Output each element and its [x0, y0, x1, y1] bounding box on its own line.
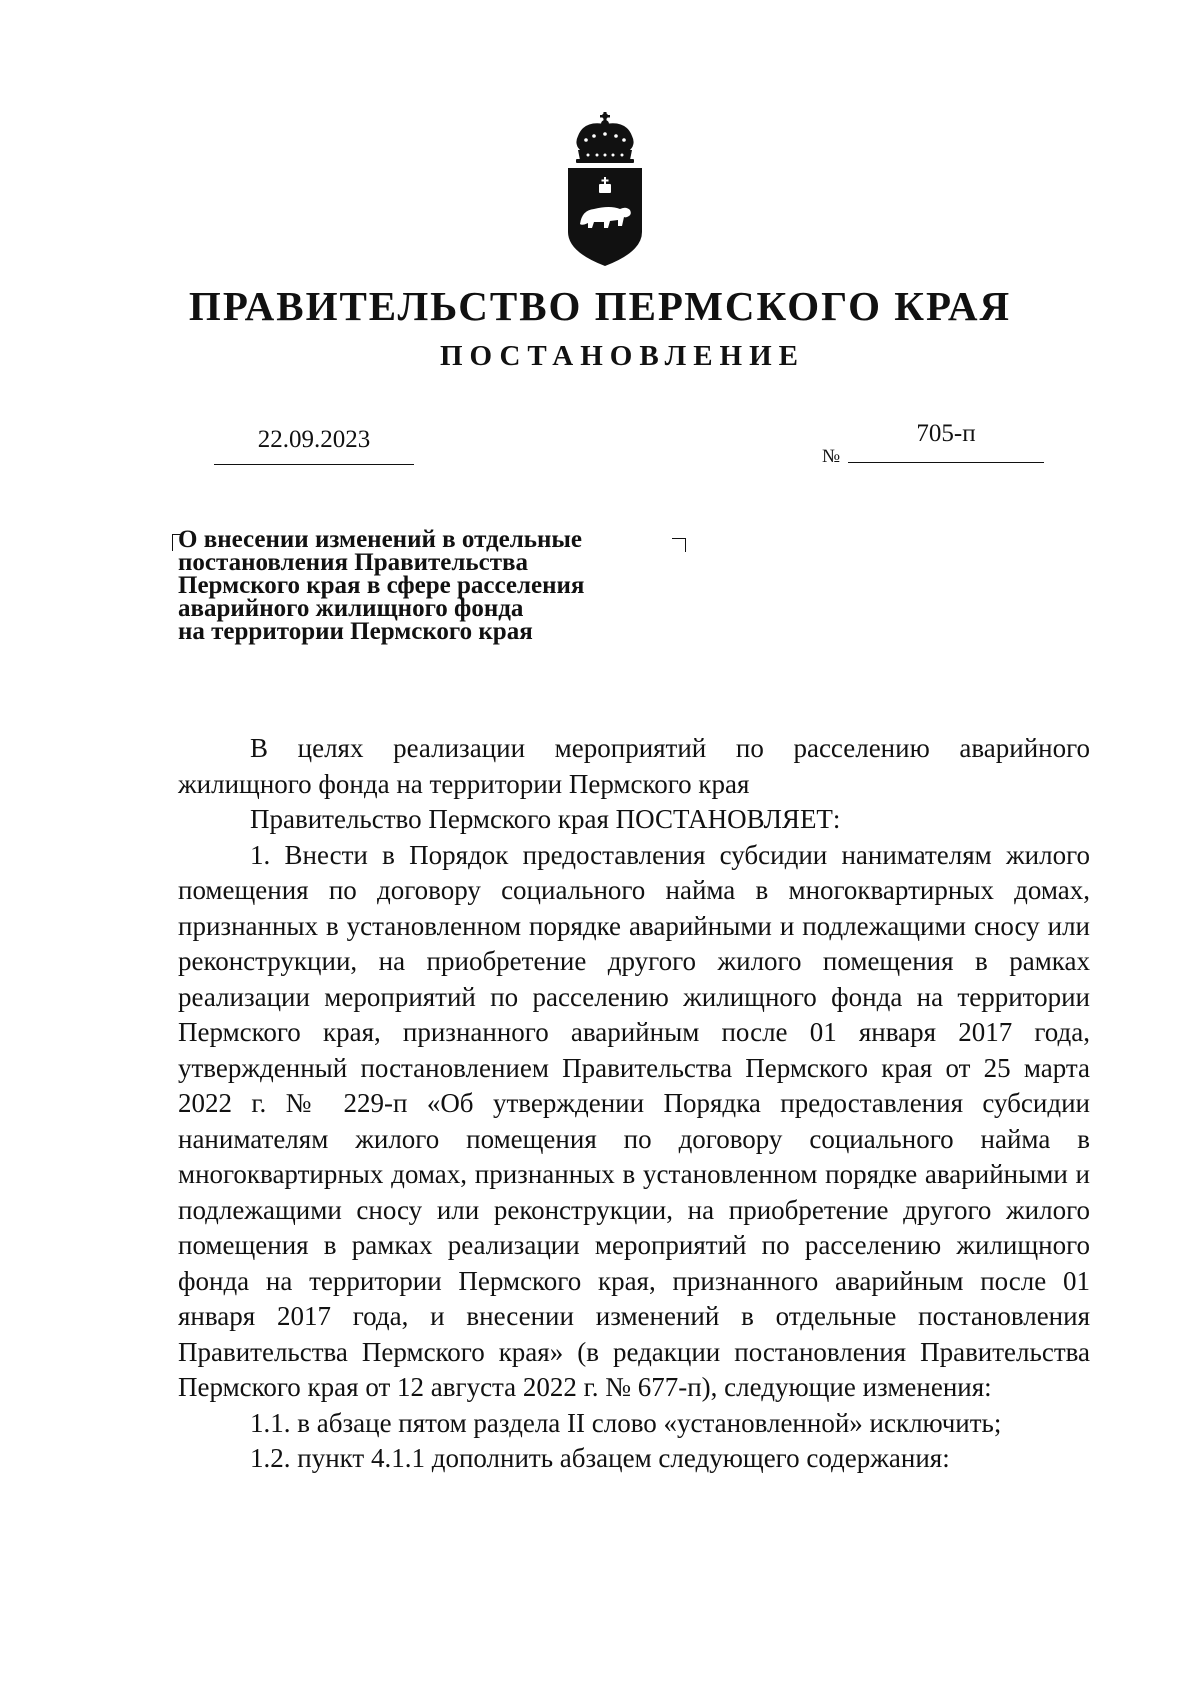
coat-of-arms-icon — [564, 110, 646, 268]
subject-bracket-right — [672, 538, 686, 552]
body-paragraph: 1.1. в абзаце пятом раздела II слово «установленной» исключить; — [250, 1407, 1002, 1438]
body-paragraph: В целях реализации мероприятий по расселению аварийного жилищного фонда на территории Пермского края — [178, 733, 1090, 799]
document-number: 705-п — [848, 420, 1044, 463]
document-subject — [178, 528, 658, 643]
body-paragraph: 1. Внести в Порядок предоставления субсидии нанимателям жилого помещения по договору социального найма в многоквартирных домах, признанных в установленном порядке аварийными и подлежащими сносу или реконструкции, на приобретение другого жилого помещения в рамках реализации мероприятий по расселению жилищного фонда на территории Пермского края, признанного аварийным после 01 января 2017 года, утвержденный постановлением Правительства Пермского края от 25 марта 2022 г. № 229-п «Об утверждении Порядка предоставления субсидии нанимателям жилого помещения по договору социального найма в многоквартирных домах, признанных в установленном порядке аварийными и подлежащими сносу или реконструкции, на приобретение другого жилого помещения в рамках реализации мероприятий по расселению жилищного фонда на территории Пермского края, признанного аварийным после 01 января 2017 года, и внесении изменений в отдельные постановления Правительства Пермского края» (в редакции постановления Правительства Пермского края от 12 августа 2022 г. № 677-п), следующие изменения: — [178, 839, 1090, 1402]
document-type-heading: ПОСТАНОВЛЕНИЕ — [439, 340, 805, 372]
subject-line: постановления Правительства — [178, 549, 528, 576]
number-sign-label: № — [822, 446, 841, 467]
body-paragraph: Правительство Пермского края ПОСТАНОВЛЯЕТ: — [250, 804, 841, 834]
subject-line: на территории Пермского края — [178, 618, 533, 645]
subject-line: Пермского края в сфере расселения — [178, 572, 585, 599]
subject-line: аварийного жилищного фонда — [178, 595, 524, 622]
document-date: 22.09.2023 — [214, 426, 414, 465]
document-body — [178, 731, 1090, 1477]
subject-line: О внесении изменений в отдельные — [178, 526, 583, 553]
organization-title: ПРАВИТЕЛЬСТВО ПЕРМСКОГО КРАЯ — [188, 283, 1012, 329]
body-paragraph: 1.2. пункт 4.1.1 дополнить абзацем следующего содержания: — [250, 1443, 950, 1473]
